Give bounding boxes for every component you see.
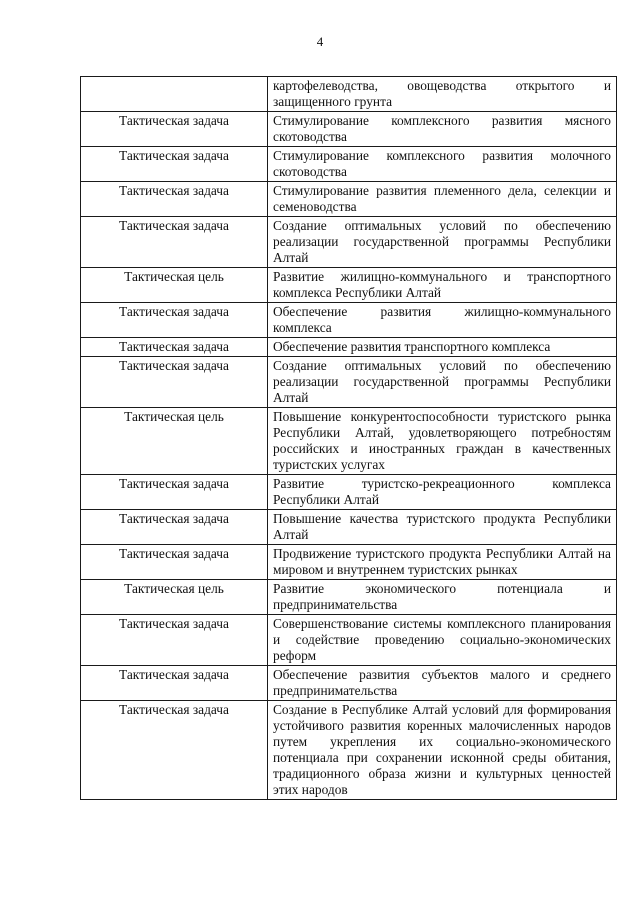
row-type-cell: Тактическая задача [81,182,268,217]
row-description-cell: Стимулирование комплексного развития мясного скотоводства [268,112,617,147]
table-row [81,475,617,510]
table-row [81,615,617,666]
table-row [81,666,617,701]
row-description-cell: Повышение качества туристского продукта Республики Алтай [268,510,617,545]
page-number: 4 [316,34,324,49]
row-type-cell: Тактическая задача [81,217,268,268]
table-row [81,338,617,357]
table-row [81,545,617,580]
row-type-cell: Тактическая задача [81,147,268,182]
row-description-cell: Создание оптимальных условий по обеспечению реализации государственной программы Республики Алтай [268,217,617,268]
row-type-cell: Тактическая цель [81,408,268,475]
row-type-cell: Тактическая задача [81,112,268,147]
row-description-cell: Развитие туристско-рекреационного комплекса Республики Алтай [268,475,617,510]
row-type-cell: Тактическая задача [81,510,268,545]
table-row [81,580,617,615]
row-description-cell: Совершенствование системы комплексного планирования и содействие проведению социально-экономических реформ [268,615,617,666]
table-row [81,701,617,800]
table-row [81,268,617,303]
row-description-cell: Повышение конкурентоспособности туристского рынка Республики Алтай, удовлетворяющего потребностям российских и иностранных граждан в качественных туристских услугах [268,408,617,475]
table-row [81,217,617,268]
goals-tasks-table [80,76,617,800]
row-type-cell: Тактическая задача [81,615,268,666]
row-description-cell: Развитие экономического потенциала и предпринимательства [268,580,617,615]
row-type-cell [81,77,268,112]
row-description-cell: Стимулирование комплексного развития молочного скотоводства [268,147,617,182]
table-row [81,357,617,408]
table-row [81,147,617,182]
row-type-cell: Тактическая задача [81,475,268,510]
row-type-cell: Тактическая задача [81,545,268,580]
row-type-cell: Тактическая цель [81,580,268,615]
row-description-cell: Обеспечение развития транспортного комплекса [268,338,617,357]
row-type-cell: Тактическая задача [81,303,268,338]
row-description-cell: Обеспечение развития жилищно-коммунального комплекса [268,303,617,338]
table-row [81,112,617,147]
table-row [81,77,617,112]
row-description-cell: картофелеводства, овощеводства открытого и защищенного грунта [268,77,617,112]
table-row [81,510,617,545]
row-description-cell: Развитие жилищно-коммунального и транспортного комплекса Республики Алтай [268,268,617,303]
table-row [81,303,617,338]
row-type-cell: Тактическая задача [81,701,268,800]
row-description-cell: Обеспечение развития субъектов малого и среднего предпринимательства [268,666,617,701]
row-description-cell: Продвижение туристского продукта Республики Алтай на мировом и внутреннем туристских рынках [268,545,617,580]
row-type-cell: Тактическая задача [81,357,268,408]
table-row [81,182,617,217]
row-type-cell: Тактическая цель [81,268,268,303]
row-description-cell: Стимулирование развития племенного дела, селекции и семеноводства [268,182,617,217]
row-type-cell: Тактическая задача [81,666,268,701]
row-description-cell: Создание оптимальных условий по обеспечению реализации государственной программы Республики Алтай [268,357,617,408]
table-row [81,408,617,475]
row-type-cell: Тактическая задача [81,338,268,357]
row-description-cell: Создание в Республике Алтай условий для формирования устойчивого развития коренных малочисленных народов путем укрепления их социально-экономического потенциала при сохранении исконной среды обитания, традиционного образа жизни и культурных ценностей этих народов [268,701,617,800]
